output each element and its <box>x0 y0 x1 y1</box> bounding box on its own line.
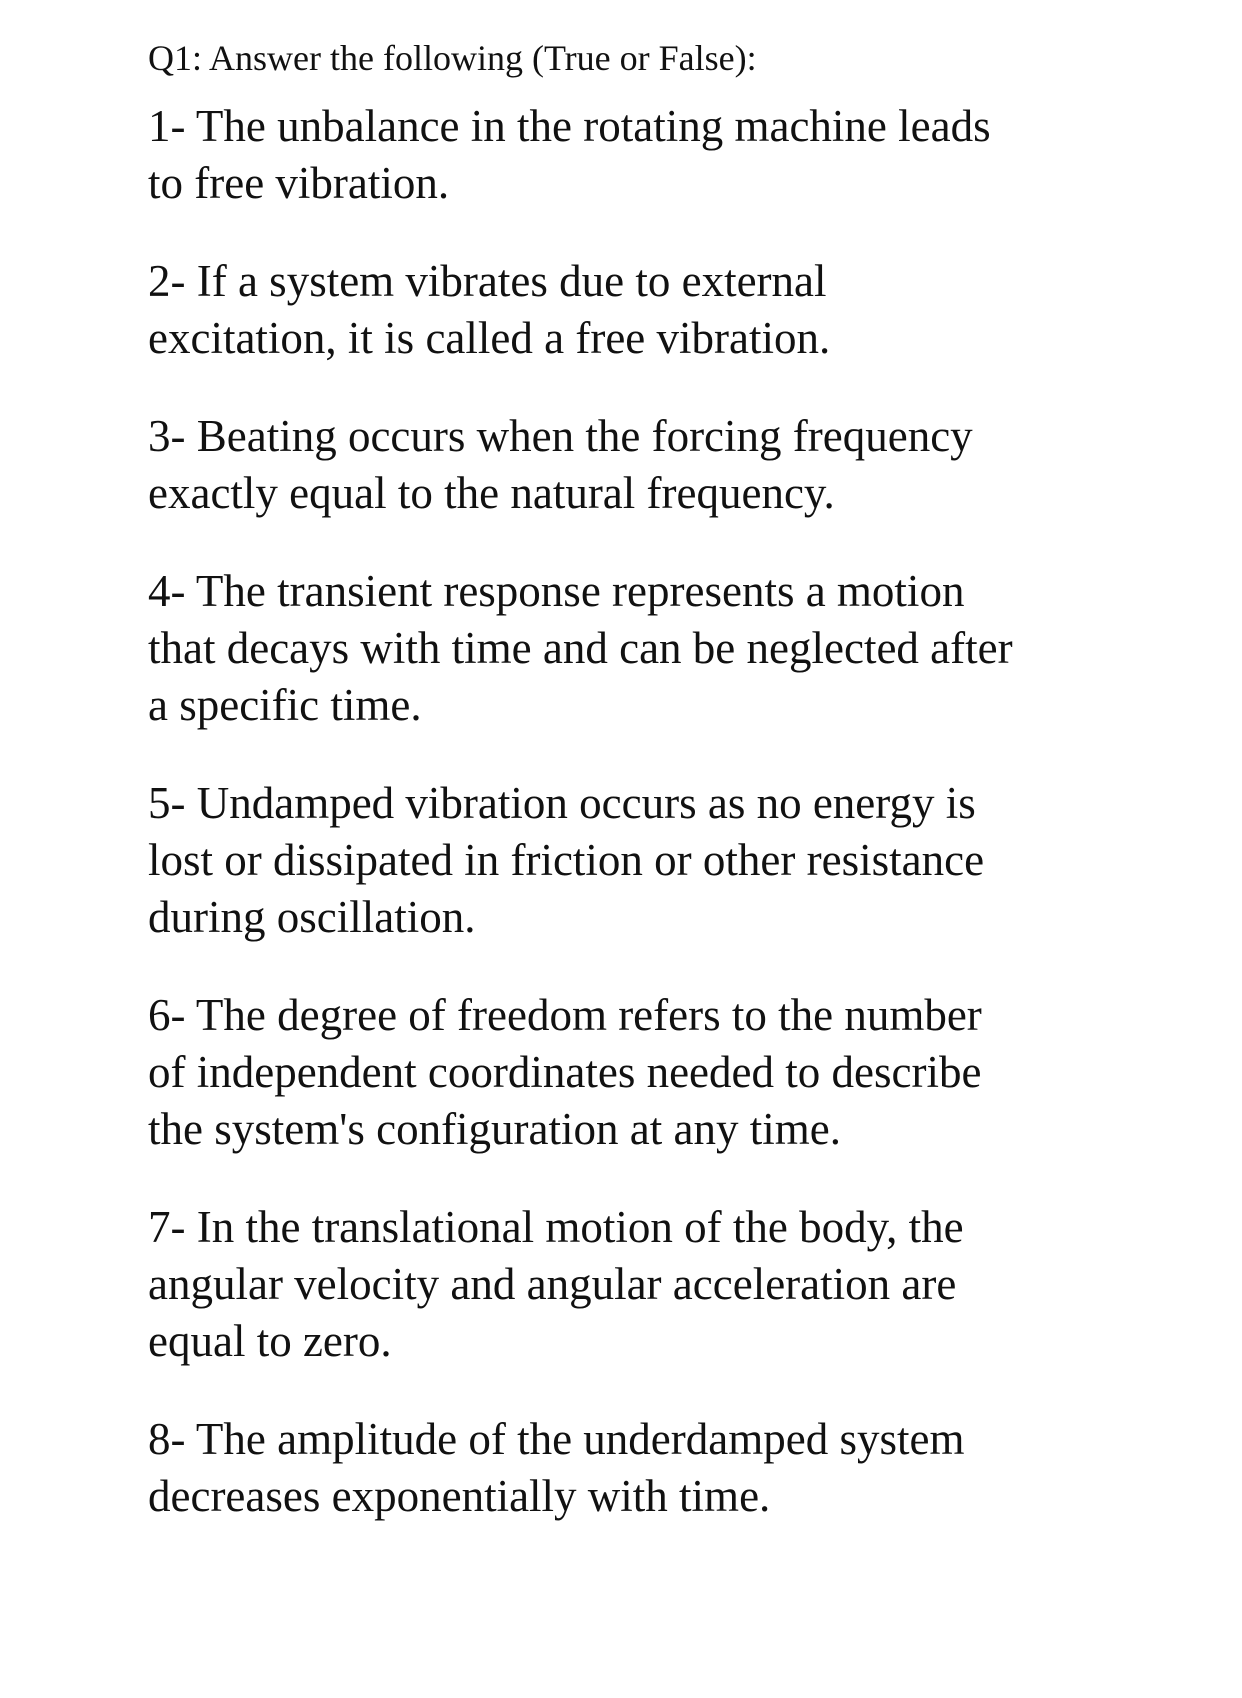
question-item-8 <box>148 1411 1148 1525</box>
question-line: 1- The unbalance in the rotating machine leads <box>148 101 991 151</box>
question-line: angular velocity and angular acceleration are <box>148 1259 957 1309</box>
question-line: 7- In the translational motion of the body, the <box>148 1202 964 1252</box>
question-item-3 <box>148 408 1148 522</box>
question-line: decreases exponentially with time. <box>148 1471 771 1521</box>
question-line: exactly equal to the natural frequency. <box>148 468 835 518</box>
question-line: to free vibration. <box>148 158 450 208</box>
question-line: equal to zero. <box>148 1316 392 1366</box>
question-line: excitation, it is called a free vibration. <box>148 313 831 363</box>
document-page <box>148 30 1148 1566</box>
question-line: a specific time. <box>148 680 422 730</box>
question-line: 5- Undamped vibration occurs as no energy is <box>148 778 976 828</box>
question-line: the system's configuration at any time. <box>148 1104 841 1154</box>
question-item-2 <box>148 253 1148 367</box>
question-line: lost or dissipated in friction or other resistance <box>148 835 985 885</box>
question-line: during oscillation. <box>148 892 476 942</box>
question-heading: Q1: Answer the following (True or False): <box>148 38 757 78</box>
question-line: 8- The amplitude of the underdamped system <box>148 1414 965 1464</box>
question-line: 6- The degree of freedom refers to the number <box>148 990 982 1040</box>
question-item-4 <box>148 563 1148 734</box>
question-item-6 <box>148 987 1148 1158</box>
question-line: 4- The transient response represents a motion <box>148 566 965 616</box>
question-line: that decays with time and can be neglected after <box>148 623 1013 673</box>
question-line: 2- If a system vibrates due to external <box>148 256 827 306</box>
question-item-1 <box>148 98 1148 212</box>
question-line: 3- Beating occurs when the forcing frequency <box>148 411 973 461</box>
question-line: of independent coordinates needed to describe <box>148 1047 982 1097</box>
question-item-7 <box>148 1199 1148 1370</box>
question-item-5 <box>148 775 1148 946</box>
